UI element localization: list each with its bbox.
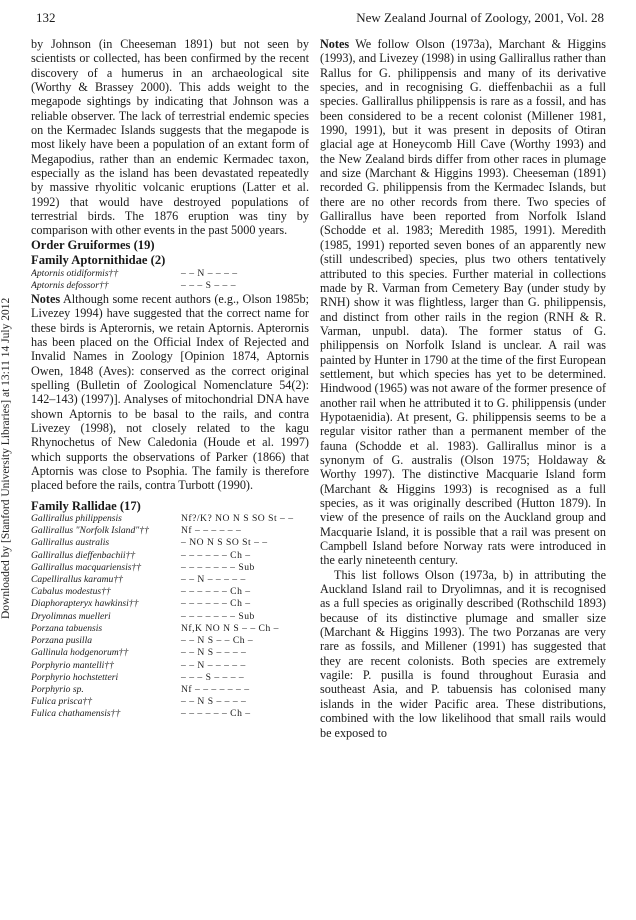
species-name: Fulica prisca†† [31, 696, 93, 708]
species-distribution: – – N S – – Ch – [181, 635, 254, 647]
species-name: Fulica chathamensis†† [31, 708, 121, 720]
species-row [31, 513, 309, 525]
notes-aptornithidae [31, 292, 309, 493]
species-name: Gallirallus macquariensis†† [31, 561, 142, 573]
left-column [31, 37, 309, 721]
page-number: 132 [36, 10, 56, 25]
species-row [31, 647, 309, 659]
family-heading-aptornithidae: Family Aptornithidae (2) [31, 253, 166, 268]
species-distribution: – – – S – – – – [181, 671, 245, 683]
species-row [31, 562, 309, 574]
species-name: Gallirallus australis [31, 537, 110, 549]
species-name: Porphyrio hochstetteri [31, 671, 119, 683]
notes-text: We follow Olson (1973a), Marchant & Higgins (1993), and Livezey (1998) in using Gallirallus rather than Rallus for G. philippensis and many of its derivative species, and in recognising G. dieffenbachii as a full species. Gallirallus philippensis is rare as a fossil, and has been considered to be a recent colonist (Millener 1981, 1990, 1991), but it was present in deposits of Otiran glacial age at Honeycomb Hill Cave (Worthy 1993) and the New Zealand birds differ from other races in plumage and size (Marchant & Higgins 1993). Cheeseman (1891) recorded G. philippensis from the Kermadec Islands, but there are no other records from there. Two species of Gallirallus have been reported from Norfolk Island (Schodde et al. 1983; Meredith 1985, 1991). Meredith (1985, 1991) reported seven bones of an apparently new (still undescribed) species, plus two others tentatively attributed to this species. Further material in collections made by R. Varman from Cemetery Bay (under study by RNH) show it was flightless, larger than G. philippensis, and distinct from other rails in the region (RNH & R. Varman, unpubl. data). The former status of G. philippensis on Norfolk Island is unclear. A rail was painted by Hunter in 1790 at the time of the first European settlement, but which species has yet to be determined. Hindwood (1965) was not aware of the former presence of another rail when he attributed it to G. philippensis (under Hypotaenidia). At present, G. philippensis seems to be a regular visitor rather than a permanent member of the fauna (Schodde et al. 1983). Gallirallus minor is a synonym of G. australis (Olson 1975; Holdaway & Worthy 1997). The distinctive Macquarie Island form (Marchant & Higgins 1993) is recognised as a full species, as it was originally described (Hutton 1879). In view of the presence of rails on the Auckland group and Macquarie Island, it is possible that a rail was present on Campbell Island before Norway rats were introduced in the early nineteenth century. [320, 37, 606, 568]
notes-label: Notes [320, 37, 350, 51]
species-name: Porzana pusilla [31, 635, 93, 647]
species-distribution: Nf,K NO N S – – Ch – [181, 622, 279, 634]
species-row [31, 268, 309, 280]
species-distribution: – – – – – – Ch – [181, 586, 251, 598]
species-row [31, 280, 309, 292]
species-distribution: – – – – – – – Sub [181, 561, 255, 573]
species-name: Cabalus modestus†† [31, 586, 111, 598]
species-distribution: – – – – – – Ch – [181, 708, 251, 720]
notes-label: Notes [31, 291, 61, 306]
species-distribution: – – N – – – – – [181, 574, 246, 586]
species-name: Gallirallus dieffenbachii†† [31, 549, 136, 561]
species-distribution: – – – S – – – [181, 279, 237, 291]
species-row [31, 525, 309, 537]
species-distribution: – NO N S SO St – – [181, 537, 268, 549]
species-name: Porphyrio sp. [31, 683, 84, 695]
species-name: Capellirallus karamu†† [31, 574, 123, 586]
species-distribution: – – – – – – – Sub [181, 610, 255, 622]
species-name: Aptornis otidiformis†† [31, 267, 119, 279]
species-row [31, 696, 309, 708]
species-row [31, 611, 309, 623]
species-row [31, 598, 309, 610]
family-heading-rallidae: Family Rallidae (17) [31, 498, 141, 513]
species-distribution: – – N – – – – [181, 267, 238, 279]
intro-paragraph: by Johnson (in Cheeseman 1891) but not seen by scientists or collected, has been confirmed by the recent discovery of a humerus in an archaeological site (Worthy & Brassey 2000). This adds weight to the megapode sightings by indicating that Johnson was a reliable observer. The lack of terrestrial endemic species on the Kermadec Islands suggests that the megapode is most likely have been a population of an extant form of Megapodius, rather than an endemic Kermadec taxon, especially as the island has been devastated repeatedly by massive rhyolitic volcanic eruptions (Latter et al. 1992) that would have destroyed populations of terrestrial birds. The 1876 eruption was tiny by comparison with other events in the past 5000 years. [31, 37, 309, 238]
right-column [320, 37, 606, 740]
species-name: Porphyrio mantelli†† [31, 659, 114, 671]
species-distribution: Nf – – – – – – [181, 525, 242, 537]
species-row [31, 708, 309, 720]
species-list-rallidae [31, 513, 309, 720]
order-heading: Order Gruiformes (19) [31, 237, 155, 252]
species-distribution: – – – – – – Ch – [181, 549, 251, 561]
species-row [31, 574, 309, 586]
download-watermark: Downloaded by [Stanford University Libraries] at 13:11 14 July 2012 [0, 297, 12, 619]
species-name: Diaphorapteryx hawkinsi†† [31, 598, 139, 610]
species-row [31, 586, 309, 598]
species-name: Aptornis defossor†† [31, 279, 109, 291]
journal-title: New Zealand Journal of Zoology, 2001, Vol. 28 [356, 10, 604, 25]
notes-rallidae [320, 37, 606, 568]
species-row [31, 537, 309, 549]
species-name: Gallinula hodgenorum†† [31, 647, 129, 659]
species-row [31, 550, 309, 562]
species-distribution: – – N – – – – – [181, 659, 246, 671]
body-paragraph: This list follows Olson (1973a, b) in attributing the Auckland Island rail to Dryolimnas, and it is recognised as a full species as originally described (Rothschild 1893) because of its distinctive plumage and smaller size (Marchant & Higgins 1993). The two Porzanas are very rare as fossils, and Millener (1991) has suggested that they are recent colonists. Both species are extremely vagile: P. pusilla is found throughout Eurasia and southeast Asia, and P. tabuensis has colonised many islands in the wider Pacific area. These distributions, combined with the low likelihood that small rails would be exposed to [320, 567, 606, 740]
species-row [31, 635, 309, 647]
species-name: Gallirallus "Norfolk Island"†† [31, 525, 149, 537]
page-header [36, 10, 604, 30]
species-row [31, 660, 309, 672]
species-name: Gallirallus philippensis [31, 513, 122, 525]
species-distribution: Nf?/K? NO N S SO St – – [181, 513, 294, 525]
species-list-aptornithidae [31, 268, 309, 292]
species-distribution: – – – – – – Ch – [181, 598, 251, 610]
species-name: Porzana tabuensis [31, 622, 103, 634]
species-distribution: – – N S – – – – [181, 647, 247, 659]
species-row [31, 684, 309, 696]
species-row [31, 672, 309, 684]
species-row [31, 623, 309, 635]
species-name: Dryolimnas muelleri [31, 610, 111, 622]
species-distribution: – – N S – – – – [181, 696, 247, 708]
notes-text: Although some recent authors (e.g., Olson 1985b; Livezey 1994) have suggested that the correct name for these birds is Apterornis, we retain Aptornis. Apterornis has been placed on the Official Index of Rejected and Invalid Names in Zoology [Opinion 1874, Aptornis Owen, 1848 (Aves): conserved as the correct original spelling (Bulletin of Zoological Nomenclature 54(2): 142–143) (1997)]. Analyses of mitochondrial DNA have shown Aptornis to be basal to the rails, and contra Livezey (1998), not closely related to the kagu Rhynochetus of New Caledonia (Houde et al. 1997) which supports the observations of Parker (1866) that Aptornis was close to Psophia. The family is therefore placed before the rails, contra Turbott (1990). [31, 291, 309, 493]
species-distribution: Nf – – – – – – – [181, 683, 250, 695]
